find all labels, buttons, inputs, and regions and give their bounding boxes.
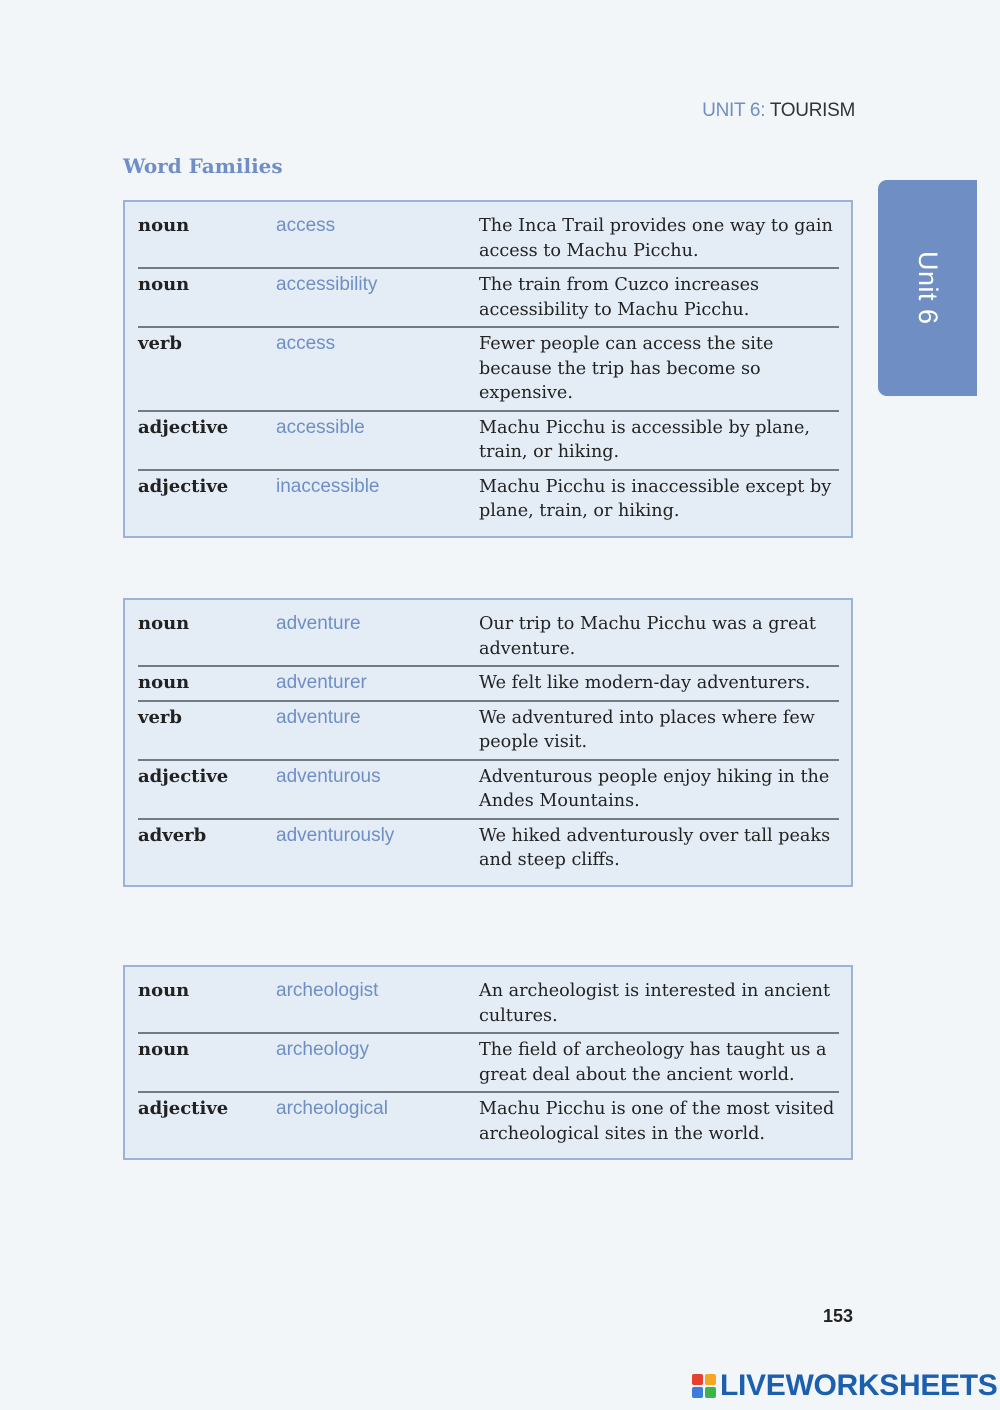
part-of-speech: adjective xyxy=(138,1098,229,1119)
word-family-row xyxy=(138,1093,839,1150)
word-form: accessible xyxy=(276,416,365,438)
word-form: adventurer xyxy=(276,672,367,693)
word-family-archeology xyxy=(123,965,853,1160)
example-sentence: We adventured into places where few people visit. xyxy=(479,707,815,752)
word-family-row xyxy=(138,975,839,1034)
word-form: archeology xyxy=(276,1039,369,1060)
part-of-speech: verb xyxy=(138,333,182,354)
part-of-speech: adjective xyxy=(138,416,229,438)
logo-square-1 xyxy=(692,1374,703,1385)
example-sentence: The Inca Trail provides one way to gain access to Machu Picchu. xyxy=(479,216,833,261)
example-sentence: Machu Picchu is inaccessible except by plane, train, or hiking. xyxy=(479,476,832,521)
example-sentence: We hiked adventurously over tall peaks and steep cliffs. xyxy=(479,825,831,870)
page-number: 153 xyxy=(823,1306,854,1326)
part-of-speech: noun xyxy=(138,274,190,295)
example-sentence: Adventurous people enjoy hiking in the Andes Mountains. xyxy=(479,766,830,811)
word-family-row xyxy=(138,210,839,269)
example-sentence: Our trip to Machu Picchu was a great adventure. xyxy=(479,614,816,659)
example-sentence: We felt like modern-day adventurers. xyxy=(479,673,811,693)
part-of-speech: adverb xyxy=(138,824,207,846)
word-form: inaccessible xyxy=(276,475,380,497)
word-form: adventure xyxy=(276,706,361,728)
word-form: archeological xyxy=(276,1098,388,1119)
word-family-row xyxy=(138,412,839,471)
part-of-speech: noun xyxy=(138,1039,190,1060)
word-family-row xyxy=(138,608,839,667)
part-of-speech: adjective xyxy=(138,475,229,497)
word-family-row xyxy=(138,667,839,702)
word-family-row xyxy=(138,471,839,528)
word-family-access xyxy=(123,200,853,538)
part-of-speech: noun xyxy=(138,215,190,236)
word-family-adventure xyxy=(123,598,853,887)
word-family-row xyxy=(138,761,839,820)
brand-name: LIVEWORKSHEETS xyxy=(720,1369,998,1402)
unit-topic: TOURISM xyxy=(769,100,855,121)
example-sentence: The field of archeology has taught us a great deal about the ancient world. xyxy=(479,1040,827,1085)
example-sentence: Machu Picchu is accessible by plane, train, or hiking. xyxy=(479,417,810,462)
example-sentence: The train from Cuzco increases accessibility to Machu Picchu. xyxy=(479,275,760,320)
word-form: adventure xyxy=(276,613,361,634)
unit-side-tab xyxy=(878,180,977,396)
unit-number: UNIT 6: xyxy=(702,100,766,121)
unit-side-tab-label: Unit 6 xyxy=(913,251,943,325)
word-family-row xyxy=(138,269,839,328)
example-sentence: An archeologist is interested in ancient cultures. xyxy=(479,981,831,1026)
example-sentence: Machu Picchu is one of the most visited archeological sites in the world. xyxy=(479,1099,835,1144)
section-title: Word Families xyxy=(123,154,283,178)
word-form: adventurous xyxy=(276,765,381,787)
logo-square-2 xyxy=(705,1374,716,1385)
word-form: access xyxy=(276,333,336,354)
word-family-row xyxy=(138,328,839,412)
word-form: accessibility xyxy=(276,274,378,295)
liveworksheets-brand[interactable] xyxy=(692,1369,998,1403)
part-of-speech: noun xyxy=(138,672,190,693)
part-of-speech: noun xyxy=(138,613,190,634)
word-family-row xyxy=(138,820,839,877)
example-sentence: Fewer people can access the site because the trip has become so expensive. xyxy=(479,334,774,403)
word-family-row xyxy=(138,702,839,761)
word-family-row xyxy=(138,1034,839,1093)
word-form: archeologist xyxy=(276,980,379,1001)
word-form: adventurously xyxy=(276,824,395,846)
logo-square-4 xyxy=(705,1387,716,1398)
word-form: access xyxy=(276,215,336,236)
unit-header xyxy=(702,100,855,122)
liveworksheets-logo-icon xyxy=(692,1374,716,1398)
part-of-speech: verb xyxy=(138,706,182,728)
part-of-speech: noun xyxy=(138,980,190,1001)
part-of-speech: adjective xyxy=(138,765,229,787)
logo-square-3 xyxy=(692,1387,703,1398)
